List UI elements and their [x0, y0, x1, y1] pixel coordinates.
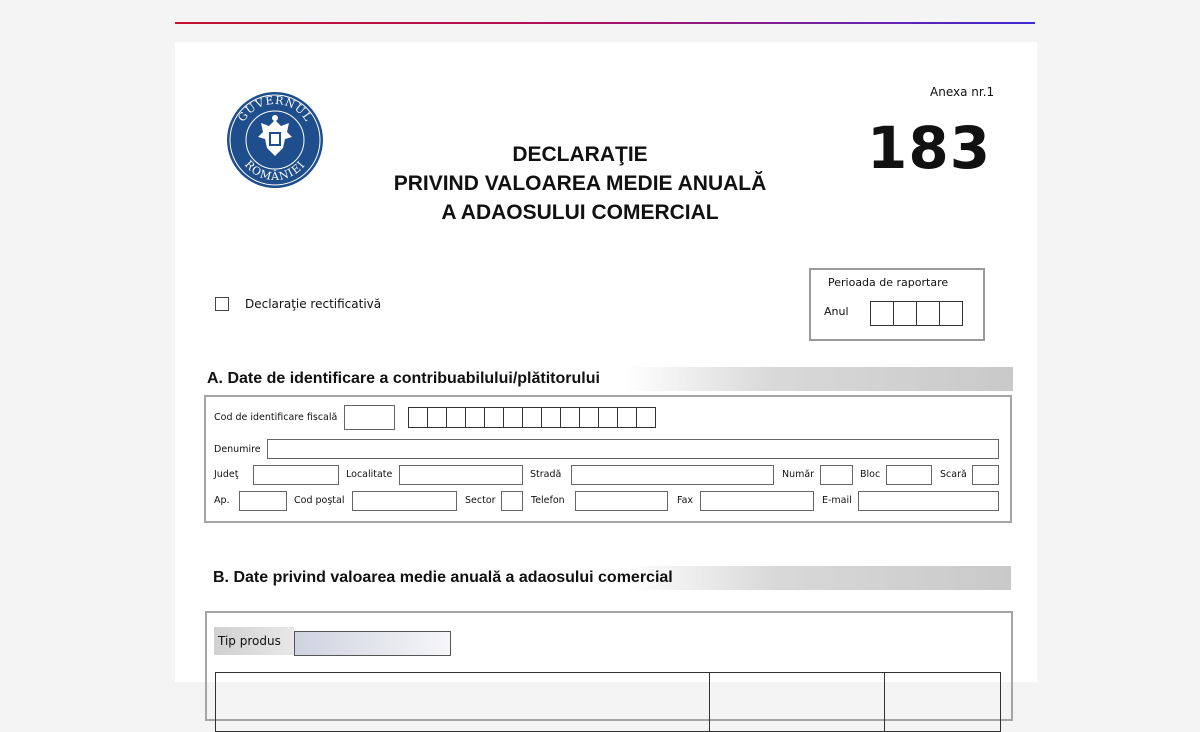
reporting-period-label: Perioada de raportare	[828, 276, 949, 289]
cif-digit-box[interactable]	[542, 408, 561, 427]
cif-digit-box[interactable]	[599, 408, 618, 427]
fax-field[interactable]	[700, 491, 814, 511]
email-label: E-mail	[822, 495, 852, 506]
tip-produs-field[interactable]	[294, 631, 451, 656]
judet-label: Judeţ	[214, 469, 239, 480]
form-number: 183	[867, 114, 992, 182]
cod-postal-field[interactable]	[352, 491, 457, 511]
telefon-field[interactable]	[575, 491, 668, 511]
top-accent-bar	[175, 22, 1035, 24]
title-line: DECLARAŢIE	[512, 143, 648, 166]
bloc-label: Bloc	[860, 469, 881, 480]
table-divider	[709, 673, 710, 731]
seal-top-text: GUVERNUL	[235, 93, 315, 125]
ap-field[interactable]	[239, 491, 287, 511]
cod-postal-label: Cod poştal	[294, 495, 345, 506]
sector-label: Sector	[465, 495, 496, 506]
cif-digit-box[interactable]	[428, 408, 447, 427]
rectificativa-label: Declaraţie rectificativă	[245, 297, 382, 311]
cif-digit-box[interactable]	[637, 408, 655, 427]
year-input[interactable]	[870, 301, 963, 326]
title-line: A ADAOSULUI COMERCIAL	[441, 201, 719, 224]
rectificativa-checkbox[interactable]	[215, 297, 229, 311]
numar-field[interactable]	[820, 465, 853, 485]
cif-digit-box[interactable]	[485, 408, 504, 427]
year-label: Anul	[824, 305, 849, 318]
judet-field[interactable]	[253, 465, 339, 485]
telefon-label: Telefon	[531, 495, 565, 506]
cif-digit-box[interactable]	[523, 408, 542, 427]
section-a-box	[204, 395, 1012, 523]
section-b-box	[205, 611, 1013, 721]
fax-label: Fax	[677, 495, 694, 506]
table-divider	[884, 673, 885, 731]
section-b-title: B. Date privind valoarea medie anuală a adaosului comercial	[209, 566, 1011, 590]
strada-label: Stradă	[530, 469, 562, 480]
cif-digit-box[interactable]	[447, 408, 466, 427]
cif-digit-box[interactable]	[618, 408, 637, 427]
form-page	[175, 42, 1037, 682]
bloc-field[interactable]	[886, 465, 932, 485]
strada-field[interactable]	[571, 465, 774, 485]
cif-digit-box[interactable]	[466, 408, 485, 427]
cif-digit-box[interactable]	[561, 408, 580, 427]
ap-label: Ap.	[214, 495, 230, 506]
year-digit-box[interactable]	[871, 302, 894, 325]
email-field[interactable]	[858, 491, 999, 511]
form-title	[305, 140, 855, 227]
tip-produs-label: Tip produs	[214, 627, 294, 655]
cif-digits-input[interactable]	[408, 407, 656, 428]
denumire-label: Denumire	[214, 444, 261, 455]
cif-digit-box[interactable]	[580, 408, 599, 427]
cif-digit-box[interactable]	[409, 408, 428, 427]
rectificativa-row	[215, 297, 381, 311]
cif-label: Cod de identificare fiscală	[214, 412, 338, 423]
cif-digit-box[interactable]	[504, 408, 523, 427]
year-digit-box[interactable]	[917, 302, 940, 325]
year-digit-box[interactable]	[940, 302, 962, 325]
localitate-label: Localitate	[346, 469, 393, 480]
denumire-field[interactable]	[267, 439, 999, 459]
scara-field[interactable]	[972, 465, 999, 485]
section-b-table	[215, 672, 1001, 732]
reporting-period-box	[809, 268, 985, 341]
title-line: PRIVIND VALOAREA MEDIE ANUALĂ	[393, 172, 767, 195]
cif-prefix-field[interactable]	[344, 405, 395, 430]
scara-label: Scară	[940, 469, 967, 480]
year-digit-box[interactable]	[894, 302, 917, 325]
localitate-field[interactable]	[399, 465, 523, 485]
seal-bottom-text: ROMÂNIEI	[242, 157, 308, 184]
annex-label: Anexa nr.1	[930, 85, 995, 99]
section-a-title: A. Date de identificare a contribuabilului/plătitorului	[203, 367, 1013, 391]
sector-field[interactable]	[501, 491, 523, 511]
numar-label: Număr	[782, 469, 815, 480]
